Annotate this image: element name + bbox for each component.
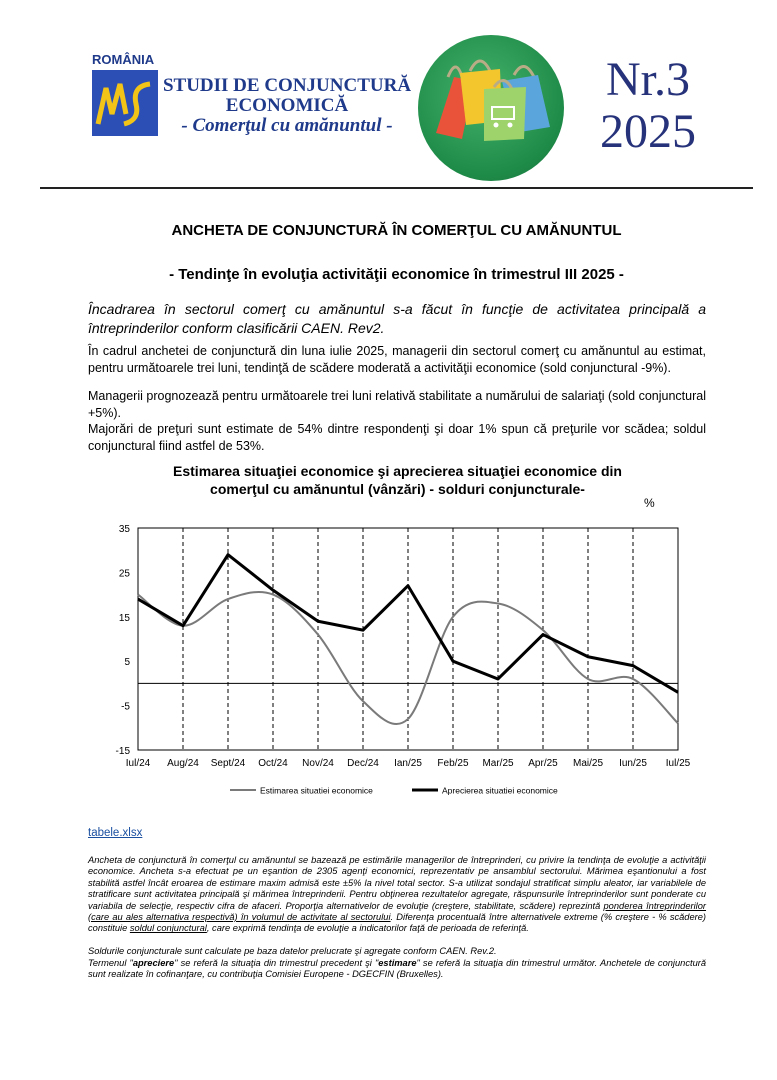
x-tick-label: Nov/24 xyxy=(302,758,334,769)
chart-title: Estimarea situaţiei economice şi aprecierea situaţiei economice din comerţul cu amănuntul (vânzări) - solduri conjuncturale- xyxy=(173,463,622,497)
paragraph-prices: Majorări de preţuri sunt estimate de 54% dintre respondenţi şi doar 1% spun că preţurile vor scădea; soldul conjunctural fiind astfel de 53%. xyxy=(88,422,706,453)
x-tick-label: Feb/25 xyxy=(437,758,469,769)
y-tick-label: -5 xyxy=(121,701,130,713)
line-chart xyxy=(100,518,700,813)
issue-number xyxy=(598,54,698,158)
publication-brand xyxy=(162,76,412,136)
note-text-mid: . Diferenţa procentuală între alternativele extreme (% creştere - % scădere) constituie xyxy=(88,912,706,934)
logo-text: INS xyxy=(125,132,127,133)
brand-line3: - Comerţul cu amănuntul - xyxy=(181,115,393,136)
term-apreciere: apreciere xyxy=(132,958,175,968)
paragraph-employees: Managerii prognozează pentru următoarele trei luni relativă stabilitate a numărului de salariaţi (sold conjunctural +5%). xyxy=(88,389,706,420)
x-tick-label: Iul/25 xyxy=(665,758,691,769)
x-tick-label: Mai/25 xyxy=(572,758,604,769)
x-tick-label: Aug/24 xyxy=(167,758,199,769)
term-estimare: estimare xyxy=(378,958,417,968)
terms-text-a: Termenul " xyxy=(88,958,133,968)
issue-year: 2025 xyxy=(600,105,696,158)
x-tick-label: Ian/25 xyxy=(394,758,422,769)
terms-text-c: " se referă la situaţia din trimestrul precedent şi " xyxy=(174,958,379,968)
note-text-end: , care exprimă tendinţa de evoluţie a indicatorilor faţă de perioada de referinţă. xyxy=(206,923,529,934)
y-tick-label: 25 xyxy=(118,568,130,580)
x-tick-label: Iul/24 xyxy=(125,758,151,769)
caen-note: Soldurile conjuncturale sunt calculate pe baza datelor prelucrate şi agregate conform CAEN. Rev.2. xyxy=(88,946,497,956)
x-tick-label: Apr/25 xyxy=(528,758,558,769)
chart-unit: % xyxy=(644,496,655,510)
note-underline-weight: ponderea întreprinderilor (care au ales alternativa respectivă) în volumul de activitate al sectorului xyxy=(88,900,707,923)
terms-note xyxy=(88,958,706,981)
y-tick-label: -15 xyxy=(115,746,130,757)
legend-label: Estimarea situatiei economice xyxy=(260,785,373,796)
x-tick-label: Oct/24 xyxy=(258,758,288,769)
country-label: ROMÂNIA xyxy=(92,52,155,67)
intro-paragraph: Încadrarea în sectorul comerţ cu amănuntul s-a făcut în funcţie de activitatea principală a întreprinderilor conform clasificării CAEN. Rev2. xyxy=(88,301,706,336)
y-tick-label: 5 xyxy=(124,657,130,669)
page-subtitle: - Tendinţe în evoluţia activităţii economice în trimestrul III 2025 - xyxy=(169,266,624,283)
page-title: ANCHETA DE CONJUNCTURĂ ÎN COMERŢUL CU AMĂNUNTUL xyxy=(171,222,622,239)
x-tick-label: Iun/25 xyxy=(619,758,647,769)
note-underline-balance: soldul conjunctural xyxy=(129,923,207,934)
plot-frame xyxy=(138,528,678,750)
brand-line1: STUDII DE CONJUNCTURĂ xyxy=(162,75,412,96)
ins-logo xyxy=(92,70,158,136)
methodology-note xyxy=(88,855,706,935)
x-tick-label: Dec/24 xyxy=(347,758,379,769)
x-tick-label: Sept/24 xyxy=(210,758,246,769)
paragraph-activity: În cadrul anchetei de conjunctură din luna iulie 2025, managerii din sectorul comerţ cu amănuntul au estimat, pentru următoarele trei luni, tendinţă de scădere moderată a activităţii economice (sold conjunctural -9%). xyxy=(88,344,706,375)
note-text: Ancheta de conjunctură în comerţul cu amănuntul se bazează pe estimările managerilor de întreprinderi, cu privire la tendinţa de evoluţie a activităţii economice. Ancheta s-a efectuat pe un eşantion de 2305 agenţi economici, reprezentativ pe ansamblul sectorului. Mărimea eşantionului a fost stabilită astfel încât eroarea de estimare maxim admisă este ±5% la nivel total sector. S-a utilizat sondajul stratificat simplu aleator, iar variabilele de stratificare sunt activitatea principală şi mărimea întreprinderii. Pentru obţinerea rezultatelor agregate, răspunsurile întreprinderilor sunt ponderate cu variabila de selecţie, respectiv cifra de afaceri. Proporţia alternativelor de evoluţie (creştere, stabilitate, scădere) reprezintă xyxy=(88,855,706,911)
header-divider xyxy=(40,187,753,189)
legend-label: Aprecierea situatiei economice xyxy=(442,785,558,796)
issue-label: Nr.3 xyxy=(606,53,690,106)
y-tick-label: 35 xyxy=(118,524,130,535)
shopping-bags-icon xyxy=(418,35,564,181)
y-tick-label: 15 xyxy=(118,612,130,624)
x-tick-label: Mar/25 xyxy=(482,758,514,769)
tables-link[interactable]: tabele.xlsx xyxy=(88,827,143,839)
brand-line2: ECONOMICĂ xyxy=(225,95,349,116)
terms-text-d: " se referă la situaţia din trimestrul următor. Anchetele de conjunctură sunt realizate în cofinanţare, cu contribuţia Comisiei Europene - DGECFIN (Bruxelles). xyxy=(88,958,707,980)
